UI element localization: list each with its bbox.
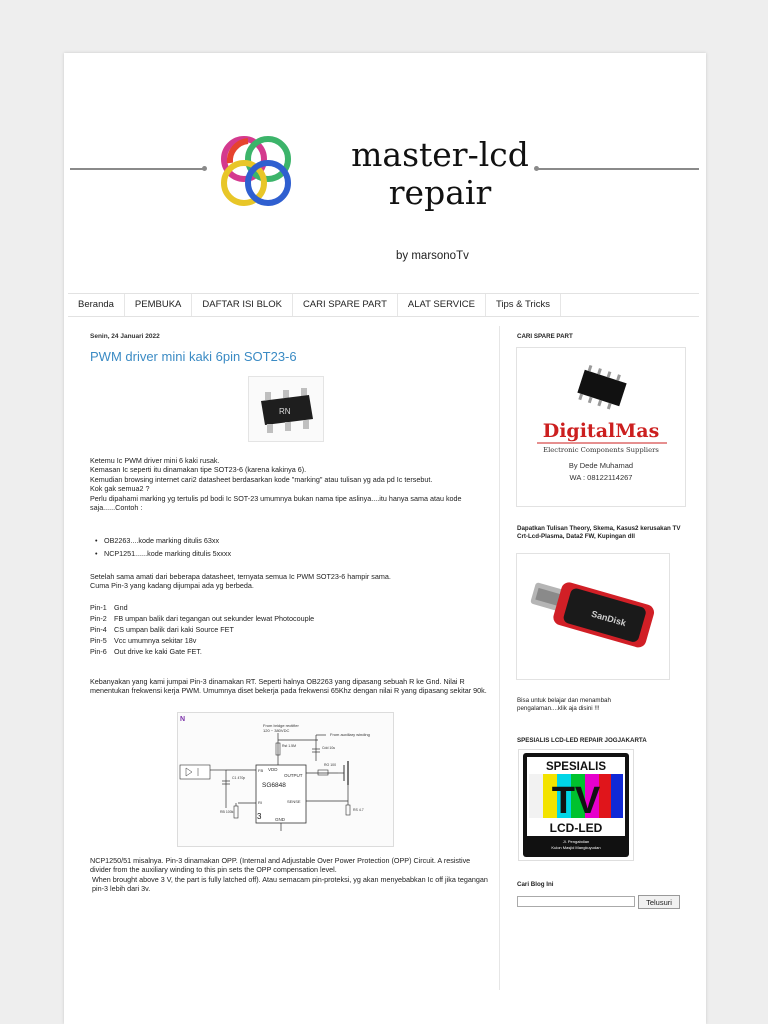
- header-divider-left: [70, 168, 204, 170]
- tv-badge-middle: TV: [551, 780, 601, 822]
- post-paragraph: Kemudian browsing internet cari2 datasheet berdasarkan kode "marking" atau tulisan yg ada pd Ic tersebut.: [90, 474, 433, 484]
- blog-byline: by marsonoTv: [396, 250, 469, 262]
- post-body-intro: [90, 456, 490, 512]
- blog-title[interactable]: [320, 136, 560, 212]
- post-paragraph: Kok gak semua2 ?: [90, 484, 150, 494]
- pin-desc: Vcc umumnya sekitar 18v: [114, 635, 197, 645]
- schematic-ic-name: SG6848: [262, 782, 286, 789]
- schematic-corner-label: N: [180, 716, 186, 723]
- marking-examples-list: [90, 536, 490, 559]
- pin-number: Pin-6: [90, 646, 107, 656]
- sg6848-schematic[interactable]: [177, 712, 394, 847]
- tv-badge-top: SPESIALIS: [545, 761, 607, 773]
- sot23-chip-icon: [249, 377, 323, 441]
- schematic-label: From bridge rectifier: [263, 723, 299, 728]
- logo-rings-icon[interactable]: [210, 133, 302, 213]
- tv-badge-graphic: [519, 750, 633, 860]
- pin-desc: FB umpan balik dari tegangan out sekunder lewat Photocouple: [114, 613, 315, 623]
- schematic-pin-label: VDD: [268, 767, 278, 772]
- schematic-pin-label: FB: [258, 768, 264, 773]
- digitalmas-brand: DigitalMas: [542, 420, 660, 442]
- post-paragraph: Setelah sama amati dari beberapa datasheet, ternyata semua Ic PWM SOT23-6 hampir sama.: [90, 572, 391, 581]
- schematic-pin-label: OUTPUT: [284, 773, 303, 778]
- list-item: • OB2263....kode marking ditulis 63xx: [90, 536, 490, 545]
- schematic-label: RB 100k: [220, 810, 234, 814]
- sidebar-heading-spare-part: CARI SPARE PART: [517, 333, 573, 340]
- post-body-rt: [90, 677, 490, 696]
- schematic-label: Cdd 10u: [322, 746, 336, 750]
- sidebar-divider: [499, 326, 500, 990]
- schematic-label: From auxiliary winding: [330, 732, 370, 737]
- search-input[interactable]: [517, 896, 635, 907]
- digitalmas-ad[interactable]: [516, 347, 686, 507]
- post-title[interactable]: PWM driver mini kaki 6pin SOT23-6: [90, 349, 297, 364]
- digitalmas-ad-graphic: [517, 348, 685, 506]
- digitalmas-owner: By Dede Muhamad: [568, 461, 634, 470]
- schematic-diagram: [178, 713, 393, 846]
- post-paragraph: Cuma Pin-3 yang kadang dijumpai ada yg berbeda.: [90, 581, 254, 591]
- nav-item-cari-spare-part[interactable]: CARI SPARE PART: [293, 294, 398, 316]
- post-paragraph: Kemasan Ic seperti itu dinamakan tipe SOT23-6 (karena kakinya 6).: [90, 465, 307, 475]
- nav-item-alat-service[interactable]: ALAT SERVICE: [398, 294, 486, 316]
- schematic-label: RO 100: [324, 763, 337, 767]
- tv-badge-address: Kulon Masjid Mangkuyudan: [551, 845, 601, 850]
- nav-item-pembuka[interactable]: PEMBUKA: [125, 294, 192, 316]
- post-body-compare: [90, 572, 490, 591]
- post-body-opp: [90, 856, 490, 894]
- schematic-pin-label: RI: [258, 800, 262, 805]
- blog-title-line2: repair: [388, 173, 492, 212]
- header-divider-knob: [202, 166, 207, 171]
- flashdisk-brand: SanDisk: [590, 608, 628, 629]
- tv-badge-bottom: LCD-LED: [549, 821, 603, 835]
- nav-item-daftar-isi[interactable]: DAFTAR ISI BLOK: [192, 294, 293, 316]
- search-button[interactable]: Telusuri: [638, 895, 680, 909]
- schematic-pin-number: 3: [257, 812, 262, 821]
- schematic-label: 120 ~ 380VDC: [263, 728, 290, 733]
- pin-list: [90, 603, 490, 656]
- post-paragraph: NCP1250/51 misalnya. Pin-3 dinamakan OPP. (Internal and Adjustable Over Power Protection (OPP) Circuit. A resistive divider from the auxiliary winding to this pin sets the OPP compensation level.: [90, 856, 471, 875]
- pin-desc: Gnd: [114, 603, 128, 612]
- schematic-pin-label: GND: [275, 817, 285, 822]
- nav-item-beranda[interactable]: Beranda: [68, 294, 125, 316]
- post-paragraph: When brought above 3 V, the part is fully latched off). Atau semacam pin-proteksi, yg akan menyebabkan Ic off jika tegangan pin-3 lebih dari 3v.: [92, 874, 488, 894]
- digitalmas-phone: WA : 08122114267: [569, 473, 633, 482]
- nav-item-tips-tricks[interactable]: Tips & Tricks: [486, 294, 561, 316]
- sidebar-heading-spesialis: SPESIALIS LCD-LED REPAIR JOGJAKARTA: [517, 737, 647, 744]
- spesialis-tv-badge[interactable]: [518, 749, 634, 861]
- pin-number: Pin-2: [90, 613, 107, 623]
- header-divider-right: [536, 168, 699, 170]
- chip-thumbnail[interactable]: [248, 376, 324, 442]
- post-paragraph: Perlu dipahami marking yg tertulis pd bodi Ic SOT-23 umumnya bukan nama tipe aslinya....itu hanya sama atau kode saja......Contoh :: [90, 493, 462, 513]
- pin-number: Pin-4: [90, 624, 107, 634]
- tv-badge-address: Jl. Pengabdian: [562, 839, 590, 844]
- schematic-label: C1 470p: [232, 776, 246, 780]
- flash-caption: Dapatkan Tulisan Theory, Skema, Kasus2 kerusakan TV Crt-Lcd-Plasma, Data2 FW, Kupingan dll: [517, 525, 681, 540]
- flashdisk-icon: [517, 554, 669, 679]
- post-paragraph: Ketemu Ic PWM driver mini 6 kaki rusak.: [90, 456, 220, 465]
- schematic-pin-label: SENSE: [287, 799, 301, 804]
- pin-desc: Out drive ke kaki Gate FET.: [114, 646, 202, 656]
- schematic-label: RS 4.7: [353, 808, 364, 812]
- flashdisk-ad[interactable]: [516, 553, 670, 680]
- post-paragraph: Kebanyakan yang kami jumpai Pin-3 dinamakan RT. Seperti halnya OB2263 yang dipasang sebuah R ke Gnd. Nilai R menentukan frekwensi kerja PWM. Umumnya diset bekerja pada frekwensi 65Khz dengan nilai R yang dipasang sekitar 90k.: [90, 677, 487, 696]
- pin-number: Pin-1: [90, 603, 107, 612]
- pin-desc: CS umpan balik dari kaki Source FET: [114, 624, 234, 634]
- list-item: • NCP1251......kode marking ditulis 5xxxx: [90, 549, 490, 558]
- schematic-label: Rst 1.5M: [282, 744, 297, 748]
- top-navigation: [68, 293, 699, 317]
- sidebar-heading-search: Cari Blog Ini: [517, 881, 554, 888]
- chip-marking: RN: [279, 407, 291, 416]
- flash-note[interactable]: Bisa untuk belajar dan menambah pengalaman....klik aja disini !!!: [517, 697, 611, 712]
- blog-title-line1: master-lcd: [351, 135, 529, 174]
- pin-number: Pin-5: [90, 635, 107, 645]
- post-date: Senin, 24 Januari 2022: [90, 333, 160, 340]
- digitalmas-tagline: Electronic Components Suppliers: [543, 446, 659, 454]
